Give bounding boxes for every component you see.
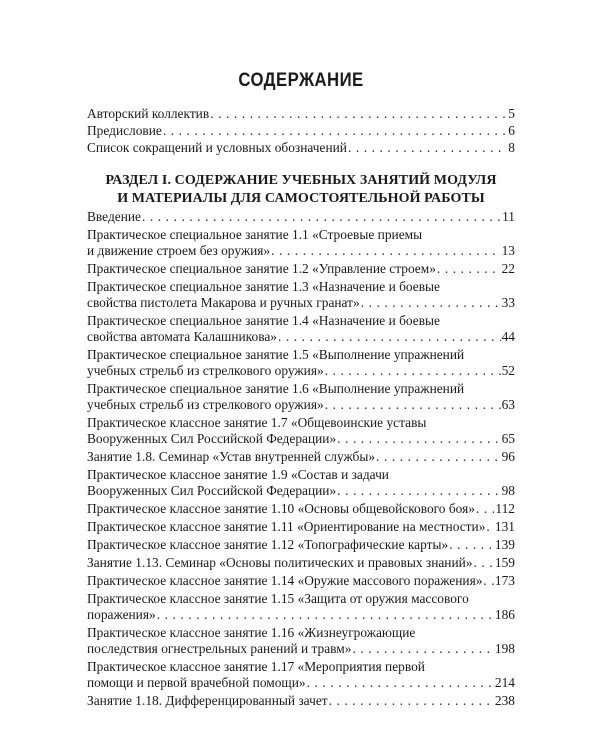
- dot-leader: [278, 329, 501, 345]
- toc-entry-page: 22: [501, 261, 515, 276]
- toc-entry-page: 33: [501, 295, 515, 310]
- toc-entry-page: 186: [494, 607, 515, 622]
- toc-entry-page: 6: [508, 123, 515, 138]
- toc-entry-page: 198: [494, 641, 515, 656]
- toc-entry-page: 11: [502, 209, 515, 224]
- toc-entry-page: 96: [501, 449, 515, 464]
- dot-leader: [449, 537, 494, 553]
- toc-entry-first-line: Практическое специальное занятие 1.6 «Выполнение упражнений: [87, 381, 465, 396]
- toc-entry-text: Авторский коллектив: [87, 106, 210, 121]
- toc-entry[interactable]: [87, 140, 515, 156]
- toc-entry-page: 159: [494, 555, 515, 570]
- toc-entry-page: 98: [501, 483, 515, 498]
- toc-entry[interactable]: [87, 261, 515, 277]
- dot-leader: [157, 607, 494, 623]
- dot-leader: [337, 431, 500, 447]
- section-entries-list: [87, 209, 515, 711]
- toc-entry-text: Практическое классное занятие 1.14 «Оружие массового поражения»: [87, 573, 483, 588]
- toc-entry[interactable]: [87, 347, 515, 379]
- toc-entry[interactable]: [87, 625, 515, 657]
- toc-entry-text: Практическое классное занятие 1.10 «Основы общевойскового боя»: [87, 501, 475, 516]
- toc-entry-text: Вооруженных Сил Российской Федерации»: [87, 483, 337, 498]
- toc-entry-text: Практическое классное занятие 1.11 «Ориентирование на местности»: [87, 519, 486, 534]
- toc-entry-page: 44: [501, 329, 515, 344]
- dot-leader: [210, 106, 507, 122]
- toc-entry-first-line: Практическое классное занятие 1.9 «Состав и задачи: [87, 467, 389, 482]
- toc-entry-text: Список сокращений и условных обозначений: [87, 140, 347, 155]
- dot-leader: [352, 641, 493, 657]
- toc-entry-first-line: Практическое специальное занятие 1.4 «Назначение и боевые: [87, 313, 440, 328]
- toc-entry[interactable]: [87, 519, 515, 535]
- toc-entry-text: Вооруженных Сил Российской Федерации»: [87, 431, 337, 446]
- dot-leader: [337, 483, 500, 499]
- toc-entry[interactable]: [87, 693, 515, 709]
- dot-leader: [163, 123, 507, 139]
- dot-leader: [361, 295, 501, 311]
- toc-entry-text: помощи и первой врачебной помощи»: [87, 675, 306, 690]
- toc-entry-page: 52: [501, 363, 515, 378]
- toc-entry-text: Практическое классное занятие 1.12 «Топографические карты»: [87, 537, 449, 552]
- dot-leader: [348, 140, 507, 156]
- toc-entry[interactable]: [87, 467, 515, 499]
- section-heading-line: РАЗДЕЛ I. СОДЕРЖАНИЕ УЧЕБНЫХ ЗАНЯТИЙ МОДУЛЯ: [105, 173, 497, 188]
- dot-leader: [142, 209, 501, 225]
- toc-entry-text: и движение строем без оружия»: [87, 243, 271, 258]
- toc-entry-page: 112: [495, 501, 515, 516]
- toc-entry[interactable]: [87, 659, 515, 691]
- dot-leader: [483, 573, 493, 589]
- toc-entry-first-line: Практическое специальное занятие 1.1 «Строевые приемы: [87, 227, 423, 242]
- dot-leader: [329, 693, 494, 709]
- toc-entry[interactable]: [87, 106, 515, 122]
- toc-entry[interactable]: [87, 449, 515, 465]
- dot-leader: [474, 555, 494, 571]
- toc-entry-page: 8: [508, 140, 515, 155]
- toc-entry[interactable]: [87, 313, 515, 345]
- toc-entry-text: Занятие 1.18. Дифференцированный зачет: [87, 693, 328, 708]
- dot-leader: [486, 519, 494, 535]
- toc-entry-first-line: Практическое классное занятие 1.7 «Общевоинские уставы: [87, 415, 427, 430]
- toc-entry-page: 238: [494, 693, 515, 708]
- toc-entry-first-line: Практическое классное занятие 1.17 «Мероприятия первой: [87, 659, 425, 674]
- dot-leader: [325, 397, 501, 413]
- toc-entry-text: Введение: [87, 209, 141, 224]
- toc-entry[interactable]: [87, 537, 515, 553]
- toc-entry-text: поражения»: [87, 607, 156, 622]
- dot-leader: [307, 675, 494, 691]
- section-heading: [87, 172, 515, 208]
- toc-entry[interactable]: [87, 279, 515, 311]
- toc-entry-page: 139: [494, 537, 515, 552]
- dot-leader: [437, 261, 501, 277]
- toc-entry[interactable]: [87, 591, 515, 623]
- dot-leader: [476, 501, 494, 517]
- toc-entry-text: учебных стрельб из стрелкового оружия»: [87, 397, 324, 412]
- toc-entry-page: 63: [501, 397, 515, 412]
- toc-entry-text: учебных стрельб из стрелкового оружия»: [87, 363, 324, 378]
- toc-entry[interactable]: [87, 555, 515, 571]
- toc-entry-text: свойства пистолета Макарова и ручных гранат»: [87, 295, 360, 310]
- toc-entry[interactable]: [87, 415, 515, 447]
- toc-entry-page: 173: [494, 573, 515, 588]
- dot-leader: [325, 363, 501, 379]
- toc-entry-first-line: Практическое специальное занятие 1.3 «Назначение и боевые: [87, 279, 440, 294]
- toc-entry-page: 65: [501, 431, 515, 446]
- toc-entry-text: свойства автомата Калашникова»: [87, 329, 277, 344]
- section-heading-line: И МАТЕРИАЛЫ ДЛЯ САМОСТОЯТЕЛЬНОЙ РАБОТЫ: [117, 191, 485, 206]
- front-matter-list: [87, 106, 515, 157]
- toc-entry-text: последствия огнестрельных ранений и травм»: [87, 641, 352, 656]
- toc-entry[interactable]: [87, 227, 515, 259]
- toc-entry[interactable]: [87, 501, 515, 517]
- toc-entry[interactable]: [87, 209, 515, 225]
- dot-leader: [376, 449, 501, 465]
- toc-entry-page: 214: [494, 675, 515, 690]
- dot-leader: [271, 243, 500, 259]
- toc-entry-page: 131: [494, 519, 515, 534]
- toc-entry-first-line: Практическое классное занятие 1.15 «Защита от оружия массового: [87, 591, 469, 606]
- toc-entry-text: Занятие 1.8. Семинар «Устав внутренней службы»: [87, 449, 376, 464]
- toc-entry[interactable]: [87, 123, 515, 139]
- toc-entry[interactable]: [87, 381, 515, 413]
- toc-title: СОДЕРЖАНИЕ: [238, 70, 364, 91]
- toc-entry-page: 5: [508, 106, 515, 121]
- toc-entry-text: Предисловие: [87, 123, 162, 138]
- toc-entry-first-line: Практическое специальное занятие 1.5 «Выполнение упражнений: [87, 347, 465, 362]
- toc-entry-text: Занятие 1.13. Семинар «Основы политических и правовых знаний»: [87, 555, 473, 570]
- toc-entry-first-line: Практическое классное занятие 1.16 «Жизнеугрожающие: [87, 625, 416, 640]
- toc-entry-text: Практическое специальное занятие 1.2 «Управление строем»: [87, 261, 436, 276]
- toc-entry-page: 13: [501, 243, 515, 258]
- toc-entry[interactable]: [87, 573, 515, 589]
